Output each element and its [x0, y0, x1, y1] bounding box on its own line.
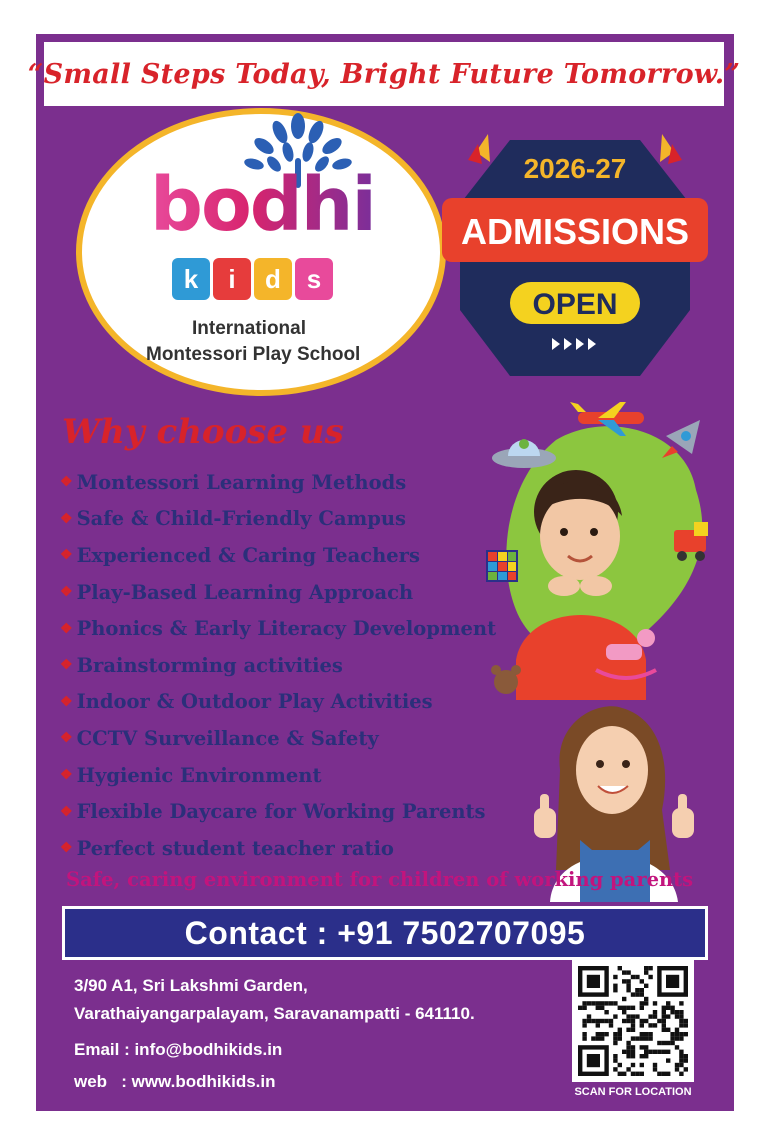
qr-module	[670, 1010, 674, 1014]
admissions-label: ADMISSIONS	[460, 211, 690, 252]
feature-item	[60, 793, 496, 830]
qr-module	[604, 1010, 608, 1014]
qr-module	[657, 1041, 661, 1045]
qr-module	[626, 970, 630, 974]
qr-module	[644, 1032, 648, 1036]
qr-code-icon	[572, 960, 694, 1082]
qr-module	[648, 1036, 652, 1040]
qr-module	[631, 1036, 635, 1040]
qr-module	[604, 1001, 608, 1005]
qr-module	[644, 1054, 648, 1058]
qr-module	[684, 1023, 688, 1027]
qr-module	[609, 1001, 613, 1005]
feature-item	[60, 464, 496, 501]
feature-text: Hygienic Environment	[76, 763, 322, 787]
qr-module	[675, 1036, 679, 1040]
qr-module	[604, 1032, 608, 1036]
qr-module	[635, 992, 639, 996]
qr-module	[622, 1019, 626, 1023]
rubik-cube-icon	[486, 550, 518, 582]
qr-module	[644, 1001, 648, 1005]
qr-module	[644, 1050, 648, 1054]
qr-finder	[587, 975, 600, 988]
qr-module	[631, 1023, 635, 1027]
qr-module	[591, 1019, 595, 1023]
qr-module	[591, 1036, 595, 1040]
qr-module	[618, 1006, 622, 1010]
qr-module	[622, 1010, 626, 1014]
bullet-icon: ❖	[60, 547, 73, 564]
qr-module	[626, 1054, 630, 1058]
qr-module	[684, 1032, 688, 1036]
qr-module	[609, 1023, 613, 1027]
qr-module	[644, 970, 648, 974]
qr-module	[644, 1036, 648, 1040]
admissions-status: OPEN	[532, 288, 618, 321]
qr-module	[662, 1010, 666, 1014]
tagline-banner	[27, 42, 741, 106]
qr-module	[596, 1023, 600, 1027]
feature-item	[60, 610, 496, 647]
feature-text: Safe & Child-Friendly Campus	[76, 507, 407, 531]
tagline-text: “Small Steps Today, Bright Future Tomorrow.”	[27, 58, 741, 90]
qr-module	[644, 984, 648, 988]
qr-module	[653, 1001, 657, 1005]
qr-module	[640, 1072, 644, 1076]
kids-tile-s	[295, 258, 333, 300]
qr-module	[626, 1041, 630, 1045]
qr-module	[675, 1067, 679, 1071]
feature-item	[60, 537, 496, 574]
feature-item	[60, 757, 496, 794]
qr-module	[582, 1006, 586, 1010]
qr-module	[622, 997, 626, 1001]
qr-module	[648, 966, 652, 970]
qr-module	[666, 1058, 670, 1062]
feature-item	[60, 574, 496, 611]
bullet-icon: ❖	[60, 474, 73, 491]
working-parents-tagline: Safe, caring environment for children of working parents	[66, 868, 694, 891]
address-line2: Varathaiyangarpalayam, Saravanampatti - 641110.	[74, 1004, 475, 1023]
qr-module	[662, 1028, 666, 1032]
qr-module	[596, 1032, 600, 1036]
feature-item	[60, 830, 496, 867]
qr-module	[662, 1041, 666, 1045]
qr-module	[631, 1050, 635, 1054]
kids-letter: k	[183, 263, 199, 294]
qr-module	[618, 966, 622, 970]
qr-module	[613, 1058, 617, 1062]
qr-module	[684, 1058, 688, 1062]
qr-module	[600, 1032, 604, 1036]
qr-module	[670, 1032, 674, 1036]
qr-module	[670, 1036, 674, 1040]
qr-module	[653, 1023, 657, 1027]
qr-module	[631, 992, 635, 996]
email-link[interactable]: Email : info@bodhikids.in	[74, 1040, 283, 1059]
qr-module	[684, 1067, 688, 1071]
qr-module	[596, 1019, 600, 1023]
qr-module	[631, 1019, 635, 1023]
bullet-icon: ❖	[60, 620, 73, 637]
qr-module	[613, 1067, 617, 1071]
feature-text: Phonics & Early Literacy Development	[76, 617, 497, 641]
qr-module	[587, 1019, 591, 1023]
qr-module	[640, 1036, 644, 1040]
school-type-line2: Montessori Play School	[146, 344, 361, 365]
qr-module	[666, 1072, 670, 1076]
bullet-icon: ❖	[60, 693, 73, 710]
qr-module	[679, 1050, 683, 1054]
boy-illustration	[486, 400, 718, 700]
qr-module	[604, 1019, 608, 1023]
feature-item	[60, 501, 496, 538]
feature-text: Play-Based Learning Approach	[76, 580, 414, 604]
qr-module	[653, 1050, 657, 1054]
qr-module	[679, 1036, 683, 1040]
qr-module	[670, 1006, 674, 1010]
qr-module	[644, 997, 648, 1001]
qr-module	[631, 1014, 635, 1018]
qr-module	[662, 1072, 666, 1076]
qr-module	[653, 1063, 657, 1067]
qr-module	[622, 1072, 626, 1076]
qr-module	[648, 975, 652, 979]
feature-text: Flexible Daycare for Working Parents	[76, 800, 486, 824]
qr-module	[666, 1028, 670, 1032]
qr-module	[626, 1014, 630, 1018]
contact-bar	[62, 906, 708, 960]
qr-caption: SCAN FOR LOCATION	[574, 1086, 692, 1098]
bullet-icon: ❖	[60, 803, 73, 820]
bullet-icon: ❖	[60, 840, 73, 857]
qr-module	[600, 1036, 604, 1040]
qr-module	[622, 1050, 626, 1054]
qr-module	[679, 1054, 683, 1058]
qr-module	[648, 1023, 652, 1027]
qr-module	[675, 1028, 679, 1032]
qr-module	[631, 975, 635, 979]
qr-module	[596, 1006, 600, 1010]
qr-module	[587, 1001, 591, 1005]
qr-module	[600, 1006, 604, 1010]
qr-module	[666, 1014, 670, 1018]
feature-text: Brainstorming activities	[76, 653, 343, 677]
qr-module	[613, 1036, 617, 1040]
qr-module	[670, 1041, 674, 1045]
why-choose-us-heading: Why choose us	[62, 412, 344, 452]
qr-module	[679, 1019, 683, 1023]
qr-module	[679, 1058, 683, 1062]
qr-module	[582, 1001, 586, 1005]
qr-module	[631, 1054, 635, 1058]
qr-module	[618, 1028, 622, 1032]
qr-module	[626, 979, 630, 983]
qr-module	[679, 1072, 683, 1076]
qr-module	[640, 1001, 644, 1005]
qr-module	[644, 1045, 648, 1049]
qr-module	[679, 1010, 683, 1014]
qr-module	[626, 1050, 630, 1054]
qr-module	[613, 1041, 617, 1045]
qr-module	[626, 988, 630, 992]
qr-module	[631, 1006, 635, 1010]
qr-module	[626, 1045, 630, 1049]
qr-module	[613, 1014, 617, 1018]
qr-module	[653, 1014, 657, 1018]
qr-module	[640, 1006, 644, 1010]
feature-text: Experienced & Caring Teachers	[76, 543, 420, 567]
qr-module	[582, 1019, 586, 1023]
qr-module	[675, 1045, 679, 1049]
feature-item	[60, 684, 496, 721]
qr-module	[613, 975, 617, 979]
qr-module	[666, 1001, 670, 1005]
qr-module	[679, 1001, 683, 1005]
feature-item	[60, 720, 496, 757]
qr-module	[635, 1014, 639, 1018]
qr-module	[640, 1063, 644, 1067]
kids-letter: i	[228, 263, 236, 294]
qr-module	[635, 988, 639, 992]
bullet-icon: ❖	[60, 584, 73, 601]
qr-module	[622, 970, 626, 974]
qr-module	[640, 1054, 644, 1058]
qr-module	[666, 1041, 670, 1045]
qr-module	[609, 1019, 613, 1023]
bullet-icon: ❖	[60, 657, 73, 674]
qr-module	[644, 966, 648, 970]
bullet-icon: ❖	[60, 730, 73, 747]
website-link[interactable]: web : www.bodhikids.in	[74, 1072, 276, 1091]
qr-module	[600, 1001, 604, 1005]
qr-module	[640, 992, 644, 996]
feature-text: Indoor & Outdoor Play Activities	[76, 690, 433, 714]
qr-module	[648, 1014, 652, 1018]
qr-module	[675, 1014, 679, 1018]
kids-tile-k	[172, 258, 210, 300]
qr-module	[626, 984, 630, 988]
qr-module	[613, 1032, 617, 1036]
qr-module	[618, 1072, 622, 1076]
qr-module	[675, 1010, 679, 1014]
qr-module	[596, 1036, 600, 1040]
qr-module	[666, 1006, 670, 1010]
qr-module	[631, 1028, 635, 1032]
qr-module	[640, 1023, 644, 1027]
qr-module	[640, 979, 644, 983]
qr-module	[666, 1050, 670, 1054]
kids-tile-i	[213, 258, 251, 300]
qr-module	[578, 1006, 582, 1010]
bullet-icon: ❖	[60, 510, 73, 527]
qr-module	[613, 984, 617, 988]
admissions-year: 2026-27	[523, 153, 627, 184]
qr-module	[635, 1072, 639, 1076]
contact-phone[interactable]: Contact : +91 7502707095	[184, 914, 586, 951]
admissions-badge	[440, 132, 710, 382]
qr-module	[622, 979, 626, 983]
qr-module	[591, 1001, 595, 1005]
qr-module	[631, 1045, 635, 1049]
qr-module	[675, 1032, 679, 1036]
qr-module	[631, 1063, 635, 1067]
qr-module	[662, 1023, 666, 1027]
qr-module	[587, 1014, 591, 1018]
qr-module	[640, 1019, 644, 1023]
qr-module	[662, 1019, 666, 1023]
qr-module	[582, 1036, 586, 1040]
qr-module	[644, 1019, 648, 1023]
qr-module	[657, 1019, 661, 1023]
school-type-line1: International	[192, 318, 307, 339]
rocket-icon	[662, 420, 700, 458]
qr-module	[657, 1072, 661, 1076]
qr-module	[648, 1032, 652, 1036]
qr-module	[679, 1023, 683, 1027]
qr-module	[679, 1063, 683, 1067]
qr-module	[631, 1072, 635, 1076]
kids-puzzle-tiles	[172, 258, 333, 300]
qr-module	[626, 1019, 630, 1023]
qr-module	[613, 1054, 617, 1058]
feature-list	[60, 464, 496, 867]
qr-module	[684, 1054, 688, 1058]
feature-item	[60, 647, 496, 684]
qr-module	[613, 1001, 617, 1005]
bullet-icon: ❖	[60, 767, 73, 784]
qr-module	[618, 1036, 622, 1040]
qr-module	[662, 1050, 666, 1054]
qr-module	[613, 988, 617, 992]
qr-module	[622, 1006, 626, 1010]
qr-finder	[587, 1054, 600, 1067]
qr-code[interactable]	[572, 960, 694, 1082]
qr-module	[679, 1014, 683, 1018]
qr-finder	[666, 975, 679, 988]
brand-name: bodhi	[150, 162, 375, 248]
qr-module	[626, 1006, 630, 1010]
qr-module	[653, 1010, 657, 1014]
qr-module	[679, 1032, 683, 1036]
qr-module	[582, 1023, 586, 1027]
qr-module	[626, 1028, 630, 1032]
qr-module	[675, 1063, 679, 1067]
qr-module	[640, 988, 644, 992]
feature-text: Montessori Learning Methods	[76, 470, 407, 494]
qr-module	[635, 1036, 639, 1040]
qr-module	[653, 1067, 657, 1071]
qr-module	[596, 1001, 600, 1005]
feature-text: Perfect student teacher ratio	[76, 836, 394, 860]
qr-module	[640, 1045, 644, 1049]
qr-module	[684, 1019, 688, 1023]
ufo-icon	[492, 439, 556, 468]
qr-module	[618, 1063, 622, 1067]
qr-module	[657, 1050, 661, 1054]
qr-module	[662, 1014, 666, 1018]
address-line1: 3/90 A1, Sri Lakshmi Garden,	[74, 976, 308, 995]
kids-tile-d	[254, 258, 292, 300]
qr-module	[600, 1019, 604, 1023]
qr-module	[626, 1067, 630, 1071]
feature-text: CCTV Surveillance & Safety	[76, 726, 379, 750]
qr-module	[582, 1032, 586, 1036]
qr-module	[635, 975, 639, 979]
kids-letter: d	[265, 263, 281, 294]
qr-module	[618, 1032, 622, 1036]
qr-module	[662, 1006, 666, 1010]
kids-letter: s	[306, 263, 322, 294]
qr-module	[648, 1050, 652, 1054]
qr-module	[640, 1032, 644, 1036]
